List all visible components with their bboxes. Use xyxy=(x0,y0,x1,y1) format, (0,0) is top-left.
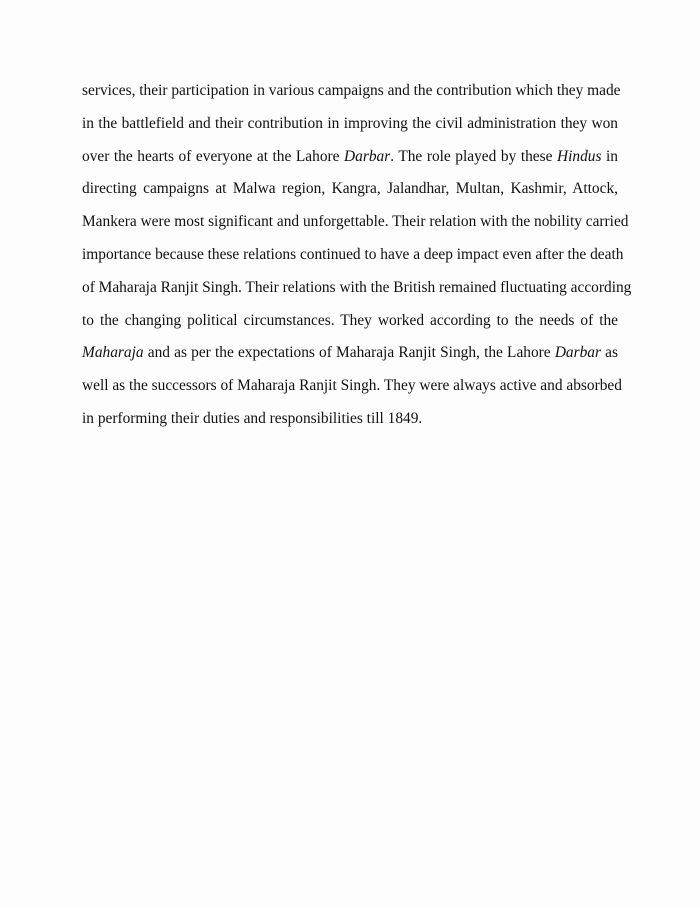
text-run: Mankera were most significant and unforgettable. Their relation with the nobility carried xyxy=(82,213,629,231)
text-line xyxy=(82,79,621,112)
text-run: over the hearts of everyone at the Lahore xyxy=(82,147,345,165)
text-line xyxy=(82,112,618,145)
text-run: as xyxy=(601,344,618,362)
text-line xyxy=(82,374,622,407)
text-line xyxy=(82,210,629,243)
text-line xyxy=(82,341,618,374)
text-run: . The role played by these xyxy=(390,147,557,165)
text-line xyxy=(82,177,618,210)
text-run: in the battlefield and their contribution in improving the civil administration they won xyxy=(82,114,618,132)
italic-term-maharaja: Maharaja xyxy=(82,344,144,362)
text-line xyxy=(82,145,618,178)
text-run: of Maharaja Ranjit Singh. Their relations with the British remained fluctuating according xyxy=(82,278,632,296)
text-run: to the changing political circumstances. They worked according to the needs of the xyxy=(82,311,618,329)
body-paragraph xyxy=(82,79,632,440)
text-line xyxy=(82,243,624,276)
italic-term-darbar: Darbar xyxy=(344,147,391,165)
text-line xyxy=(82,309,618,342)
text-run: well as the successors of Maharaja Ranjit Singh. They were always active and absorbed xyxy=(82,377,622,395)
text-run: and as per the expectations of Maharaja Ranjit Singh, the Lahore xyxy=(143,344,555,362)
text-run: importance because these relations continued to have a deep impact even after the death xyxy=(82,245,624,263)
text-run: in xyxy=(601,147,618,165)
text-line xyxy=(82,407,618,440)
italic-term-darbar: Darbar xyxy=(554,344,601,362)
italic-term-hindus: Hindus xyxy=(557,147,602,165)
text-run: directing campaigns at Malwa region, Kangra, Jalandhar, Multan, Kashmir, Attock, xyxy=(82,180,618,198)
text-run: services, their participation in various campaigns and the contribution which they made xyxy=(82,82,621,99)
text-line xyxy=(82,276,632,309)
text-run: in performing their duties and responsibilities till 1849. xyxy=(82,409,423,427)
